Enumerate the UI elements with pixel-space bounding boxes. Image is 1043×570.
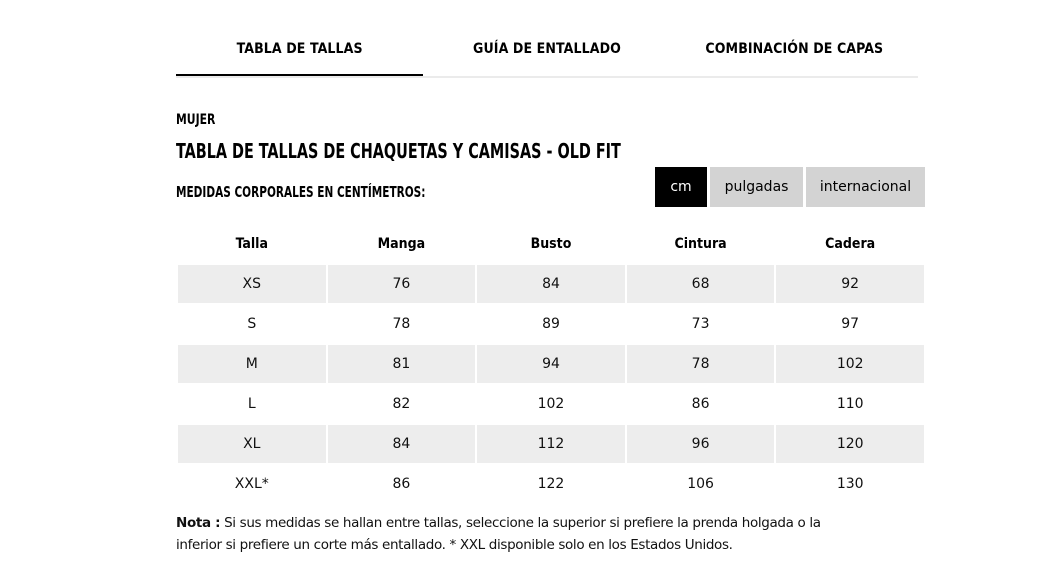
- note-label: Nota :: [176, 515, 221, 531]
- table-row: [178, 265, 924, 303]
- cell-waist: 78: [627, 345, 775, 383]
- cell-size: XXL*: [234, 476, 269, 492]
- table-row: [178, 385, 924, 423]
- cell-bust: 94: [477, 345, 625, 383]
- cell-waist: 96: [627, 425, 775, 463]
- cell-hip: 120: [776, 425, 924, 463]
- note-text: Si sus medidas se hallan entre tallas, seleccione la superior si prefiere la prenda holgada o la inferior si prefiere un corte más entallado. * XXL disponible solo en los Estados Unidos.: [176, 515, 821, 553]
- cell-size: L: [247, 396, 256, 412]
- cell-size: XS: [178, 265, 326, 303]
- cell-bust: 84: [477, 265, 625, 303]
- cell-size: XL: [178, 425, 326, 463]
- table-row: [178, 465, 924, 503]
- cell-bust: 122: [537, 476, 565, 492]
- cell-bust: 89: [542, 316, 560, 332]
- table-header-row: [178, 225, 924, 263]
- size-guide-tabs: [176, 24, 918, 78]
- tab-size-chart[interactable]: TABLA DE TALLAS: [176, 24, 423, 74]
- cell-waist: 86: [691, 396, 710, 412]
- cell-size: S: [247, 316, 257, 332]
- cell-hip: 92: [776, 265, 924, 303]
- size-table: [176, 223, 926, 505]
- measurements-subtitle: MEDIDAS CORPORALES EN CENTÍMETROS:: [176, 183, 426, 201]
- table-row: [178, 425, 924, 463]
- cell-bust: 102: [537, 396, 565, 412]
- header-waist: Cintura: [674, 236, 727, 252]
- cell-waist: 106: [687, 476, 714, 492]
- header-bust: Busto: [530, 236, 572, 252]
- cell-sleeve: 76: [328, 265, 476, 303]
- cell-waist: 68: [627, 265, 775, 303]
- cell-hip: 102: [776, 345, 924, 383]
- table-row: [178, 305, 924, 343]
- unit-international-button[interactable]: internacional: [806, 167, 925, 207]
- size-note: [176, 512, 836, 556]
- cell-hip: 110: [836, 396, 864, 412]
- tab-layering[interactable]: COMBINACIÓN DE CAPAS: [705, 41, 884, 57]
- unit-toggle: [655, 167, 925, 207]
- cell-sleeve: 86: [392, 476, 411, 492]
- table-row: [178, 345, 924, 383]
- tab-fit-guide[interactable]: GUÍA DE ENTALLADO: [473, 41, 621, 57]
- cell-waist: 73: [691, 316, 710, 332]
- cell-size: M: [178, 345, 326, 383]
- cell-sleeve: 81: [328, 345, 476, 383]
- section-eyebrow: MUJER: [176, 112, 216, 128]
- header-sleeve: Manga: [377, 236, 426, 252]
- unit-inches-button[interactable]: pulgadas: [710, 167, 803, 207]
- header-size: Talla: [235, 236, 268, 252]
- cell-hip: 97: [841, 316, 860, 332]
- unit-cm-button[interactable]: cm: [655, 167, 707, 207]
- header-hip: Cadera: [825, 236, 876, 252]
- cell-sleeve: 82: [392, 396, 411, 412]
- cell-bust: 112: [477, 425, 625, 463]
- page-title: TABLA DE TALLAS DE CHAQUETAS Y CAMISAS - OLD FIT: [176, 139, 621, 163]
- cell-hip: 130: [836, 476, 864, 492]
- cell-sleeve: 84: [328, 425, 476, 463]
- cell-sleeve: 78: [392, 316, 411, 332]
